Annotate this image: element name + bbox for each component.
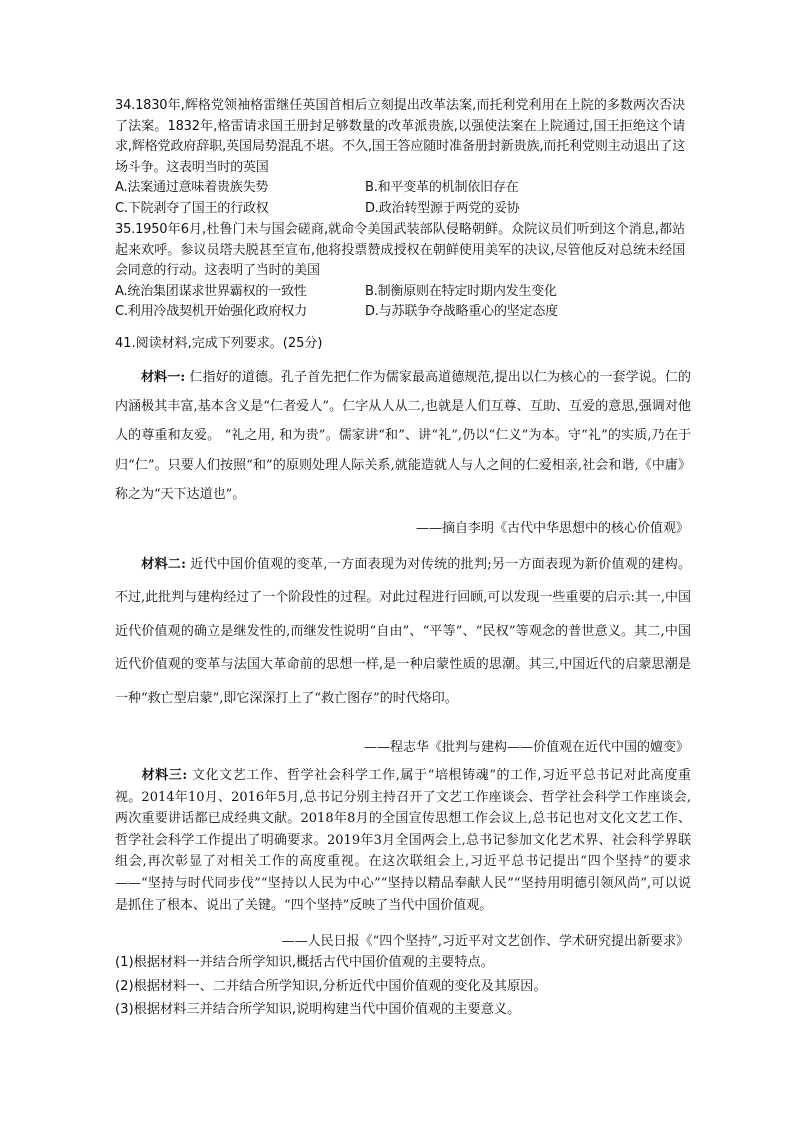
material-3-source: ——人民日报《“四个坚持”,习近平对文艺创作、学术研究提出新要求》 bbox=[281, 934, 689, 949]
question-34-option-b: B.和平变革的机制依旧存在 bbox=[365, 180, 519, 196]
material-2-label: 材料二: bbox=[141, 557, 186, 572]
material-3-text: 文化文艺工作、哲学社会科学工作,属于“培根铸魂”的工作,习近平总书记对此高度重视。2014年10月、2016年5月,总书记分别主持召开了文艺工作座谈会、哲学社会科学工作座谈会,两次重要讲话都已成经典文献。2018年8月的全国宣传思想工作会议上,总书记也对文化文艺工作、哲学社会科学工作提出了明确要求。2019年3月全国两会上,总书记参加文化艺术界、社会科学界联组会,再次彰显了对相关工作的高度重视。在这次联组会上,习近平总书记提出“四个坚持”的要求——“坚持与时代同步伐”“坚持以人民为中心”“坚持以精品奉献人民”“坚持用明德引领风尚”,可以说是抓住了根本、说出了关键。“四个坚持”反映了当代中国价值观。 bbox=[115, 768, 691, 913]
question-34 bbox=[115, 96, 685, 220]
question-35-option-c: C.利用冷战契机开始强化政府权力 bbox=[115, 304, 308, 320]
question-34-options bbox=[115, 178, 685, 219]
material-1-label: 材料一: bbox=[141, 370, 186, 385]
question-35-stem: 35.1950年6月,杜鲁门未与国会磋商,就命令美国武装部队侵略朝鲜。众院议员们听到这个消息,都站起来欢呼。参议员塔夫脱甚至宣布,他将投票赞成授权在朝鲜使用美军的决议,尽管他反对总统未经国会同意的行动。这表明了当时的美国 bbox=[115, 222, 685, 279]
material-3 bbox=[115, 765, 691, 916]
question-34-option-c: C.下院剥夺了国王的行政权 bbox=[115, 200, 269, 216]
material-1 bbox=[115, 363, 691, 509]
question-34-stem: 34.1830年,辉格党领袖格雷继任英国首相后立刻提出改革法案,而托利党利用在上院的多数两次否决了法案。1832年,格雷请求国王册封足够数量的改革派贵族,以强使法案在上院通过,国王拒绝这个请求,辉格党政府辞职,英国局势混乱不堪。不久,国王答应随时准备册封新贵族,而托利党则主动退出了这场斗争。这表明当时的英国 bbox=[115, 98, 685, 175]
material-1-source: ——摘自李明《古代中华思想中的核心价值观》 bbox=[415, 521, 689, 536]
requirement-2: (2)根据材料一、二并结合所学知识,分析近代中国价值观的变化及其原因。 bbox=[115, 978, 547, 994]
question-41-requirements bbox=[115, 951, 547, 1022]
material-2 bbox=[115, 548, 691, 715]
question-34-option-a: A.法案通过意味着贵族失势 bbox=[115, 180, 269, 196]
question-35-option-a: A.统治集团谋求世界霸权的一致性 bbox=[115, 283, 307, 299]
question-41-title: 41.阅读材料,完成下列要求。(25分) bbox=[115, 336, 323, 351]
question-35-option-b: B.制衡原则在特定时期内发生变化 bbox=[365, 283, 557, 299]
material-2-text: 近代中国价值观的变革,一方面表现为对传统的批判;另一方面表现为新价值观的建构。不过,此批判与建构经过了一个阶段性的过程。对此过程进行回顾,可以发现一些重要的启示:其一,中国近代价值观的确立是继发性的,而继发性说明“自由”、“平等”、“民权”等观念的普世意义。其二,中国近代价值观的变革与法国大革命前的思想一样,是一种启蒙性质的思潮。其三,中国近代的启蒙思潮是一种“救亡型启蒙”,即它深深打上了“救亡图存”的时代烙印。 bbox=[115, 557, 691, 706]
requirement-1: (1)根据材料一并结合所学知识,概括古代中国价值观的主要特点。 bbox=[115, 955, 494, 970]
material-3-label: 材料三: bbox=[141, 768, 188, 783]
material-1-text: 仁指好的道德。孔子首先把仁作为儒家最高道德规范,提出以仁为核心的一套学说。仁的内涵极其丰富,基本含义是“仁者爱人”。仁字从人从二,也就是人们互尊、互助、互爱的意思,强调对他人的尊重和友爱。 “礼之用, 和为贵”。儒家讲“和”、讲“礼”,仍以“仁义”为本。守“礼”的实质,乃在于归“仁”。只要人们按照“和”的原则处理人际关系,就能造就人与人之间的仁爱相亲,社会和谐,《中庸》 称之为“天下达道也”。 bbox=[115, 370, 691, 502]
question-34-option-d: D.政治转型源于两党的妥协 bbox=[365, 200, 520, 216]
material-2-source: ——程志华《批判与建构——价值观在近代中国的嬗变》 bbox=[363, 740, 689, 755]
requirement-3: (3)根据材料三并结合所学知识,说明构建当代中国价值观的主要意义。 bbox=[115, 1002, 521, 1018]
question-35-option-d: D.与苏联争夺战略重心的坚定态度 bbox=[365, 304, 558, 320]
question-35-options bbox=[115, 282, 685, 323]
question-35 bbox=[115, 220, 685, 323]
